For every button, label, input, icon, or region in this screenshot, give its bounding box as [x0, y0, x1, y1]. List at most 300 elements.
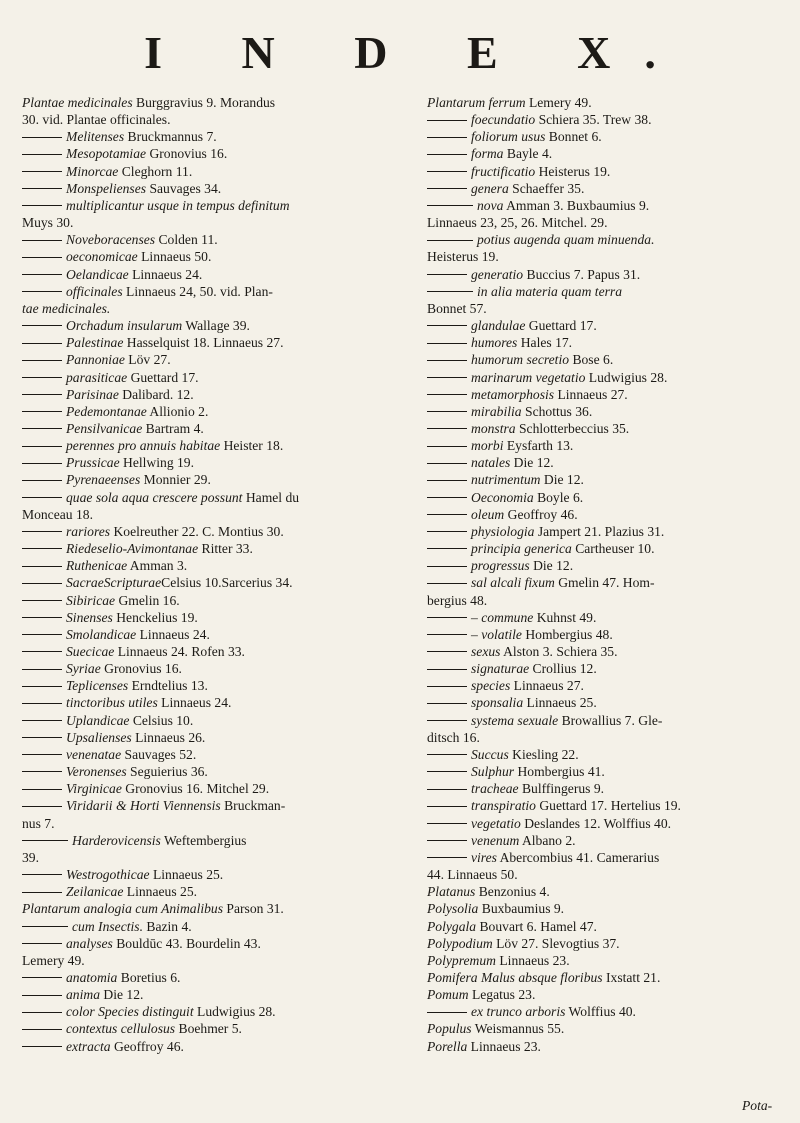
- index-entry: [22, 815, 400, 832]
- entry-reference: Bonnet 6.: [545, 129, 602, 145]
- left-column: [22, 94, 400, 1055]
- index-entry: [22, 626, 400, 643]
- entry-term: nutrimentum: [471, 472, 541, 488]
- ditto-dash: [427, 377, 467, 378]
- index-entry: [22, 214, 400, 231]
- ditto-dash: [427, 394, 467, 395]
- ditto-dash: [427, 634, 467, 635]
- ditto-dash: [427, 154, 467, 155]
- entry-reference: Burggravius 9. Morandus: [132, 95, 276, 110]
- ditto-dash: [22, 995, 62, 996]
- entry-reference: Colden 11.: [155, 232, 218, 248]
- entry-reference: Gronovius 16.: [146, 146, 228, 162]
- entry-reference: Schottus 36.: [521, 403, 593, 419]
- index-entry: [427, 437, 800, 454]
- index-entry: [22, 334, 400, 351]
- index-entry: [427, 986, 800, 1003]
- entry-reference: Ixstatt 21.: [602, 969, 661, 985]
- index-entry: [22, 712, 400, 729]
- index-entry: [22, 677, 400, 694]
- ditto-dash: [22, 1012, 62, 1013]
- ditto-dash: [22, 789, 62, 790]
- entry-term: Populus: [427, 1021, 472, 1037]
- entry-reference: Benzonius 4.: [475, 884, 550, 900]
- index-entry: [427, 712, 800, 729]
- ditto-dash: [22, 583, 62, 584]
- index-entry: [22, 797, 400, 814]
- index-entry: [22, 248, 400, 265]
- entry-reference: Löv 27. Slevogtius 37.: [492, 935, 620, 951]
- entry-term: Orchadum insularum: [66, 318, 183, 334]
- ditto-dash: [427, 240, 473, 241]
- entry-reference: Schiera 35. Trew 38.: [535, 112, 652, 128]
- index-entry: [427, 729, 800, 746]
- index-entry: [427, 763, 800, 780]
- index-entry: [22, 763, 400, 780]
- index-entry: [427, 334, 800, 351]
- ditto-dash: [22, 377, 62, 378]
- index-entry: [22, 660, 400, 677]
- index-entry: [22, 128, 400, 145]
- entry-reference: Bazin 4.: [142, 918, 192, 934]
- index-entry: [22, 900, 400, 917]
- entry-reference: Kuhnst 49.: [533, 609, 597, 625]
- entry-reference: 30. vid. Plantae officinales.: [22, 112, 171, 128]
- entry-reference: Albano 2.: [519, 832, 576, 848]
- index-entry: [427, 815, 800, 832]
- entry-term: Ruthenicae: [66, 558, 128, 574]
- entry-term: oeconomicae: [66, 249, 138, 265]
- entry-reference: Hamel du: [242, 489, 300, 505]
- entry-term: Pomifera Malus absque floribus: [427, 969, 603, 985]
- ditto-dash: [22, 566, 62, 567]
- entry-term: officinales: [66, 283, 123, 299]
- entry-reference: Bouldūc 43. Bourdelin 43.: [112, 935, 261, 951]
- entry-term: multiplicantur usque in tempus definitum: [66, 197, 290, 213]
- entry-term: Pensilvanicae: [66, 420, 143, 436]
- index-entry: [427, 317, 800, 334]
- entry-term: physiologia: [471, 523, 535, 539]
- index-entry: [427, 300, 800, 317]
- entry-term: mirabilia: [471, 403, 522, 419]
- entry-term: Westrogothicae: [66, 867, 150, 883]
- entry-term: Zeilanicae: [66, 884, 124, 900]
- index-entry: [427, 1003, 800, 1020]
- ditto-dash: [427, 343, 467, 344]
- ditto-dash: [22, 274, 62, 275]
- entry-term: glandulae: [471, 318, 526, 334]
- index-entry: [427, 214, 800, 231]
- entry-reference: Dalibard. 12.: [118, 386, 194, 402]
- entry-reference: Löv 27.: [124, 352, 171, 368]
- index-entry: [427, 403, 800, 420]
- entry-term: genera: [471, 180, 509, 196]
- index-entry: [427, 283, 800, 300]
- entry-term: Parisinae: [66, 386, 119, 402]
- entry-term: foecundatio: [471, 112, 536, 128]
- entry-term: Sulphur: [471, 764, 515, 780]
- index-entry: [22, 969, 400, 986]
- entry-term: Teplicenses: [66, 678, 129, 694]
- entry-reference: Sauvages 34.: [146, 180, 222, 196]
- index-entry: [22, 557, 400, 574]
- entry-term: parasiticae: [66, 369, 128, 385]
- entry-term: signaturae: [471, 661, 530, 677]
- index-entry: [22, 832, 400, 849]
- entry-term: quae sola aqua crescere possunt: [66, 489, 243, 505]
- entry-reference: Wolffius 40.: [565, 1004, 636, 1020]
- entry-term: systema sexuale: [471, 712, 559, 728]
- ditto-dash: [22, 703, 62, 704]
- ditto-dash: [22, 977, 62, 978]
- entry-reference: Monnier 29.: [140, 472, 211, 488]
- index-entry: [22, 574, 400, 591]
- entry-reference: Linnaeus 23.: [495, 952, 570, 968]
- index-entry: [427, 1020, 800, 1037]
- index-entry: [22, 180, 400, 197]
- index-entry: [427, 626, 800, 643]
- ditto-dash: [427, 360, 467, 361]
- ditto-dash: [22, 257, 62, 258]
- entry-reference: Lemery 49.: [22, 952, 85, 968]
- entry-reference: Linnaeus 27.: [554, 386, 628, 402]
- entry-term: Viridarii & Horti Viennensis: [66, 798, 221, 814]
- index-entry: [22, 94, 400, 111]
- entry-reference: Koelreuther 22. C. Montius 30.: [110, 523, 284, 539]
- index-entry: [427, 849, 800, 866]
- entry-term: forma: [471, 146, 504, 162]
- entry-term: Monspelienses: [66, 180, 147, 196]
- ditto-dash: [22, 600, 62, 601]
- entry-reference: Cartheuser 10.: [571, 541, 655, 557]
- index-entry: [427, 266, 800, 283]
- entry-reference: Linnaeus 23.: [467, 1038, 541, 1054]
- ditto-dash: [22, 806, 62, 807]
- entry-reference: Henckelius 19.: [112, 609, 198, 625]
- ditto-dash: [22, 892, 62, 893]
- entry-reference: Linnaeus 23, 25, 26. Mitchel. 29.: [427, 215, 608, 231]
- ditto-dash: [427, 428, 467, 429]
- entry-term: foliorum usus: [471, 129, 546, 145]
- ditto-dash: [22, 343, 62, 344]
- entry-reference: Schaeffer 35.: [508, 180, 585, 196]
- entry-term: Smolandicae: [66, 626, 137, 642]
- index-entry: [427, 574, 800, 591]
- index-entry: [22, 231, 400, 248]
- entry-term: potius augenda quam minuenda.: [477, 232, 655, 248]
- index-entry: [427, 197, 800, 214]
- ditto-dash: [22, 943, 62, 944]
- index-entry: [22, 351, 400, 368]
- ditto-dash: [427, 411, 467, 412]
- index-entry: [427, 866, 800, 883]
- entry-reference: Guettard 17.: [525, 318, 597, 334]
- index-entry: [22, 454, 400, 471]
- index-entry: [22, 986, 400, 1003]
- entry-reference: Linnaeus 50.: [137, 249, 212, 265]
- entry-reference: Linnaeus 24.: [128, 266, 203, 282]
- ditto-dash: [427, 806, 467, 807]
- entry-reference: Boyle 6.: [533, 489, 584, 505]
- entry-term: cum Insectis.: [72, 918, 143, 934]
- index-entry: [427, 94, 800, 111]
- index-entry: [22, 918, 400, 935]
- entry-reference: Linnaeus 24.: [157, 695, 232, 711]
- index-entry: [427, 506, 800, 523]
- entry-term: venenum: [471, 832, 520, 848]
- entry-reference: Heisterus 19.: [427, 249, 499, 265]
- entry-reference: Erndtelius 13.: [128, 678, 208, 694]
- entry-term: transpiratio: [471, 798, 536, 814]
- index-entry: [22, 540, 400, 557]
- entry-term: Polypremum: [427, 952, 496, 968]
- ditto-dash: [427, 669, 467, 670]
- entry-term: Virginicae: [66, 781, 122, 797]
- entry-reference: Die 12.: [99, 987, 144, 1003]
- entry-reference: Die 12.: [510, 455, 554, 471]
- ditto-dash: [22, 497, 62, 498]
- index-entry: [22, 643, 400, 660]
- index-entry: [22, 300, 400, 317]
- entry-reference: Bruckman-: [220, 798, 286, 814]
- index-entry: [427, 918, 800, 935]
- index-entry: [427, 643, 800, 660]
- entry-term: extracta: [66, 1038, 111, 1054]
- entry-reference: Amman 3. Buxbaumius 9.: [503, 197, 650, 213]
- ditto-dash: [427, 188, 467, 189]
- entry-reference: Parson 31.: [223, 901, 284, 917]
- entry-reference: Bulffingerus 9.: [518, 781, 605, 797]
- entry-term: perennes pro annuis habitae: [66, 438, 221, 454]
- ditto-dash: [427, 137, 467, 138]
- entry-term: Polygala: [427, 918, 477, 934]
- entry-reference: Ludwigius 28.: [193, 1004, 276, 1020]
- ditto-dash: [22, 394, 62, 395]
- entry-reference: Linnaeus 24, 50. vid. Plan-: [122, 283, 273, 299]
- entry-term: Prussicae: [66, 455, 120, 471]
- entry-reference: Bartram 4.: [142, 420, 204, 436]
- entry-reference: Schlotterbeccius 35.: [515, 420, 630, 436]
- ditto-dash: [22, 926, 68, 927]
- index-entry: [427, 832, 800, 849]
- index-entry: [427, 969, 800, 986]
- entry-reference: bergius 48.: [427, 592, 488, 608]
- index-entry: [427, 163, 800, 180]
- index-entry: [427, 780, 800, 797]
- entry-reference: Heisterus 19.: [535, 163, 611, 179]
- entry-reference: Browallius 7. Gle-: [558, 712, 663, 728]
- ditto-dash: [22, 411, 62, 412]
- entry-reference: Bouvart 6. Hamel 47.: [476, 918, 597, 934]
- entry-term: fructificatio: [471, 163, 536, 179]
- ditto-dash: [22, 669, 62, 670]
- index-entry: [22, 609, 400, 626]
- entry-term: principia generica: [471, 541, 572, 557]
- entry-term: Pyrenaeenses: [66, 472, 141, 488]
- entry-reference: Ludwigius 28.: [585, 369, 668, 385]
- index-entry: [427, 797, 800, 814]
- entry-term: Polysolia: [427, 901, 479, 917]
- entry-reference: Alston 3. Schiera 35.: [500, 644, 618, 659]
- entry-reference: Weismannus 55.: [471, 1021, 565, 1037]
- index-entry: [22, 746, 400, 763]
- index-entry: [22, 1020, 400, 1037]
- entry-term: SacraeScripturae: [66, 575, 162, 591]
- index-entry: [427, 489, 800, 506]
- ditto-dash: [22, 205, 62, 206]
- index-entry: [427, 454, 800, 471]
- entry-term: Pedemontanae: [66, 403, 147, 419]
- entry-term: vegetatio: [471, 815, 521, 831]
- ditto-dash: [22, 720, 62, 721]
- index-entry: [22, 1038, 400, 1055]
- entry-term: tae medicinales.: [22, 300, 111, 316]
- entry-term: humores: [471, 335, 518, 351]
- ditto-dash: [22, 188, 62, 189]
- index-entry: [22, 935, 400, 952]
- index-entry: [427, 248, 800, 265]
- ditto-dash: [427, 497, 467, 498]
- entry-reference: Hales 17.: [517, 335, 573, 351]
- ditto-dash: [427, 651, 467, 652]
- ditto-dash: [427, 703, 467, 704]
- entry-term: Melitenses: [66, 129, 125, 145]
- entry-reference: Lemery 49.: [525, 95, 592, 110]
- index-entry: [22, 317, 400, 334]
- entry-term: Succus: [471, 746, 509, 762]
- index-entry: [427, 557, 800, 574]
- entry-reference: Linnaeus 24.: [136, 626, 210, 642]
- entry-reference: Heister 18.: [220, 438, 284, 454]
- entry-reference: nus 7.: [22, 815, 55, 831]
- index-entry: [22, 197, 400, 214]
- entry-term: Polypodium: [427, 935, 493, 951]
- entry-term: morbi: [471, 438, 504, 454]
- entry-reference: Gmelin 47. Hom-: [554, 575, 655, 591]
- entry-term: Pomum: [427, 987, 469, 1003]
- entry-reference: Bruckmannus 7.: [124, 129, 217, 145]
- entry-reference: Allionio 2.: [146, 403, 209, 419]
- entry-term: sal alcali fixum: [471, 575, 555, 591]
- ditto-dash: [427, 840, 467, 841]
- entry-term: Mesopotamiae: [66, 146, 147, 162]
- entry-term: Uplandicae: [66, 712, 130, 728]
- index-entry: [427, 231, 800, 248]
- entry-reference: Bonnet 57.: [427, 300, 487, 316]
- entry-reference: Weftembergius: [160, 832, 247, 848]
- entry-term: nova: [477, 197, 504, 213]
- entry-term: Platanus: [427, 884, 476, 900]
- entry-reference: ditsch 16.: [427, 729, 480, 745]
- entry-term: – commune: [471, 609, 534, 625]
- entry-reference: Ritter 33.: [198, 541, 253, 557]
- entry-term: Noveboracenses: [66, 232, 156, 248]
- entry-reference: Bayle 4.: [503, 146, 553, 162]
- index-entry: [22, 403, 400, 420]
- ditto-dash: [22, 686, 62, 687]
- entry-term: tracheae: [471, 781, 519, 797]
- ditto-dash: [427, 617, 467, 618]
- entry-term: vires: [471, 849, 497, 865]
- ditto-dash: [427, 857, 467, 858]
- ditto-dash: [427, 171, 467, 172]
- entry-reference: 44. Linnaeus 50.: [427, 867, 518, 883]
- entry-term: Sibiricae: [66, 592, 116, 608]
- entry-term: Veronenses: [66, 764, 127, 780]
- index-entry: [427, 592, 800, 609]
- entry-term: contextus cellulosus: [66, 1021, 176, 1037]
- entry-reference: Seguierius 36.: [126, 764, 208, 780]
- ditto-dash: [22, 754, 62, 755]
- ditto-dash: [22, 771, 62, 772]
- entry-reference: Crollius 12.: [529, 661, 597, 677]
- entry-reference: Kiesling 22.: [508, 746, 579, 762]
- ditto-dash: [22, 137, 62, 138]
- entry-term: color Species distinguit: [66, 1004, 194, 1020]
- ditto-dash: [22, 548, 62, 549]
- entry-term: Minorcae: [66, 163, 119, 179]
- index-entry: [22, 283, 400, 300]
- entry-reference: Guettard 17. Hertelius 19.: [535, 798, 681, 814]
- ditto-dash: [427, 771, 467, 772]
- index-entry: [427, 523, 800, 540]
- ditto-dash: [22, 428, 62, 429]
- entry-reference: 39.: [22, 849, 39, 865]
- index-entry: [22, 849, 400, 866]
- entry-reference: Boehmer 5.: [175, 1021, 242, 1037]
- entry-term: analyses: [66, 935, 113, 951]
- entry-term: Porella: [427, 1038, 468, 1054]
- catchword: Pota-: [742, 1098, 773, 1113]
- entry-reference: Wallage 39.: [182, 318, 250, 334]
- entry-reference: Hombergius 41.: [514, 764, 605, 780]
- entry-reference: Deslandes 12. Wolffius 40.: [520, 815, 672, 831]
- ditto-dash: [427, 823, 467, 824]
- right-column: [427, 94, 800, 1055]
- index-entry: [22, 266, 400, 283]
- index-entry: [427, 694, 800, 711]
- index-entry: [427, 369, 800, 386]
- entry-reference: Celsius 10.Sarcerius 34.: [161, 575, 293, 591]
- ditto-dash: [427, 566, 467, 567]
- entry-reference: Guettard 17.: [127, 369, 199, 385]
- ditto-dash: [22, 240, 62, 241]
- ditto-dash: [427, 789, 467, 790]
- ditto-dash: [22, 1046, 62, 1047]
- entry-term: monstra: [471, 420, 516, 436]
- index-entry: [22, 506, 400, 523]
- entry-reference: Cleghorn 11.: [118, 163, 193, 179]
- ditto-dash: [427, 514, 467, 515]
- index-entry: [22, 780, 400, 797]
- entry-reference: Eysfarth 13.: [503, 438, 574, 454]
- ditto-dash: [22, 291, 62, 292]
- ditto-dash: [427, 274, 467, 275]
- index-entry: [427, 471, 800, 488]
- index-entry: [427, 935, 800, 952]
- entry-term: humorum secretio: [471, 352, 570, 368]
- index-entry: [22, 369, 400, 386]
- ditto-dash: [427, 291, 473, 292]
- entry-reference: Buccius 7. Papus 31.: [523, 266, 641, 282]
- ditto-dash: [22, 874, 62, 875]
- index-entry: [427, 1038, 800, 1055]
- ditto-dash: [22, 480, 62, 481]
- entry-term: species: [471, 678, 511, 694]
- ditto-dash: [22, 463, 62, 464]
- entry-reference: Bose 6.: [569, 352, 614, 368]
- entry-term: Plantarum analogia cum Animalibus: [22, 901, 224, 917]
